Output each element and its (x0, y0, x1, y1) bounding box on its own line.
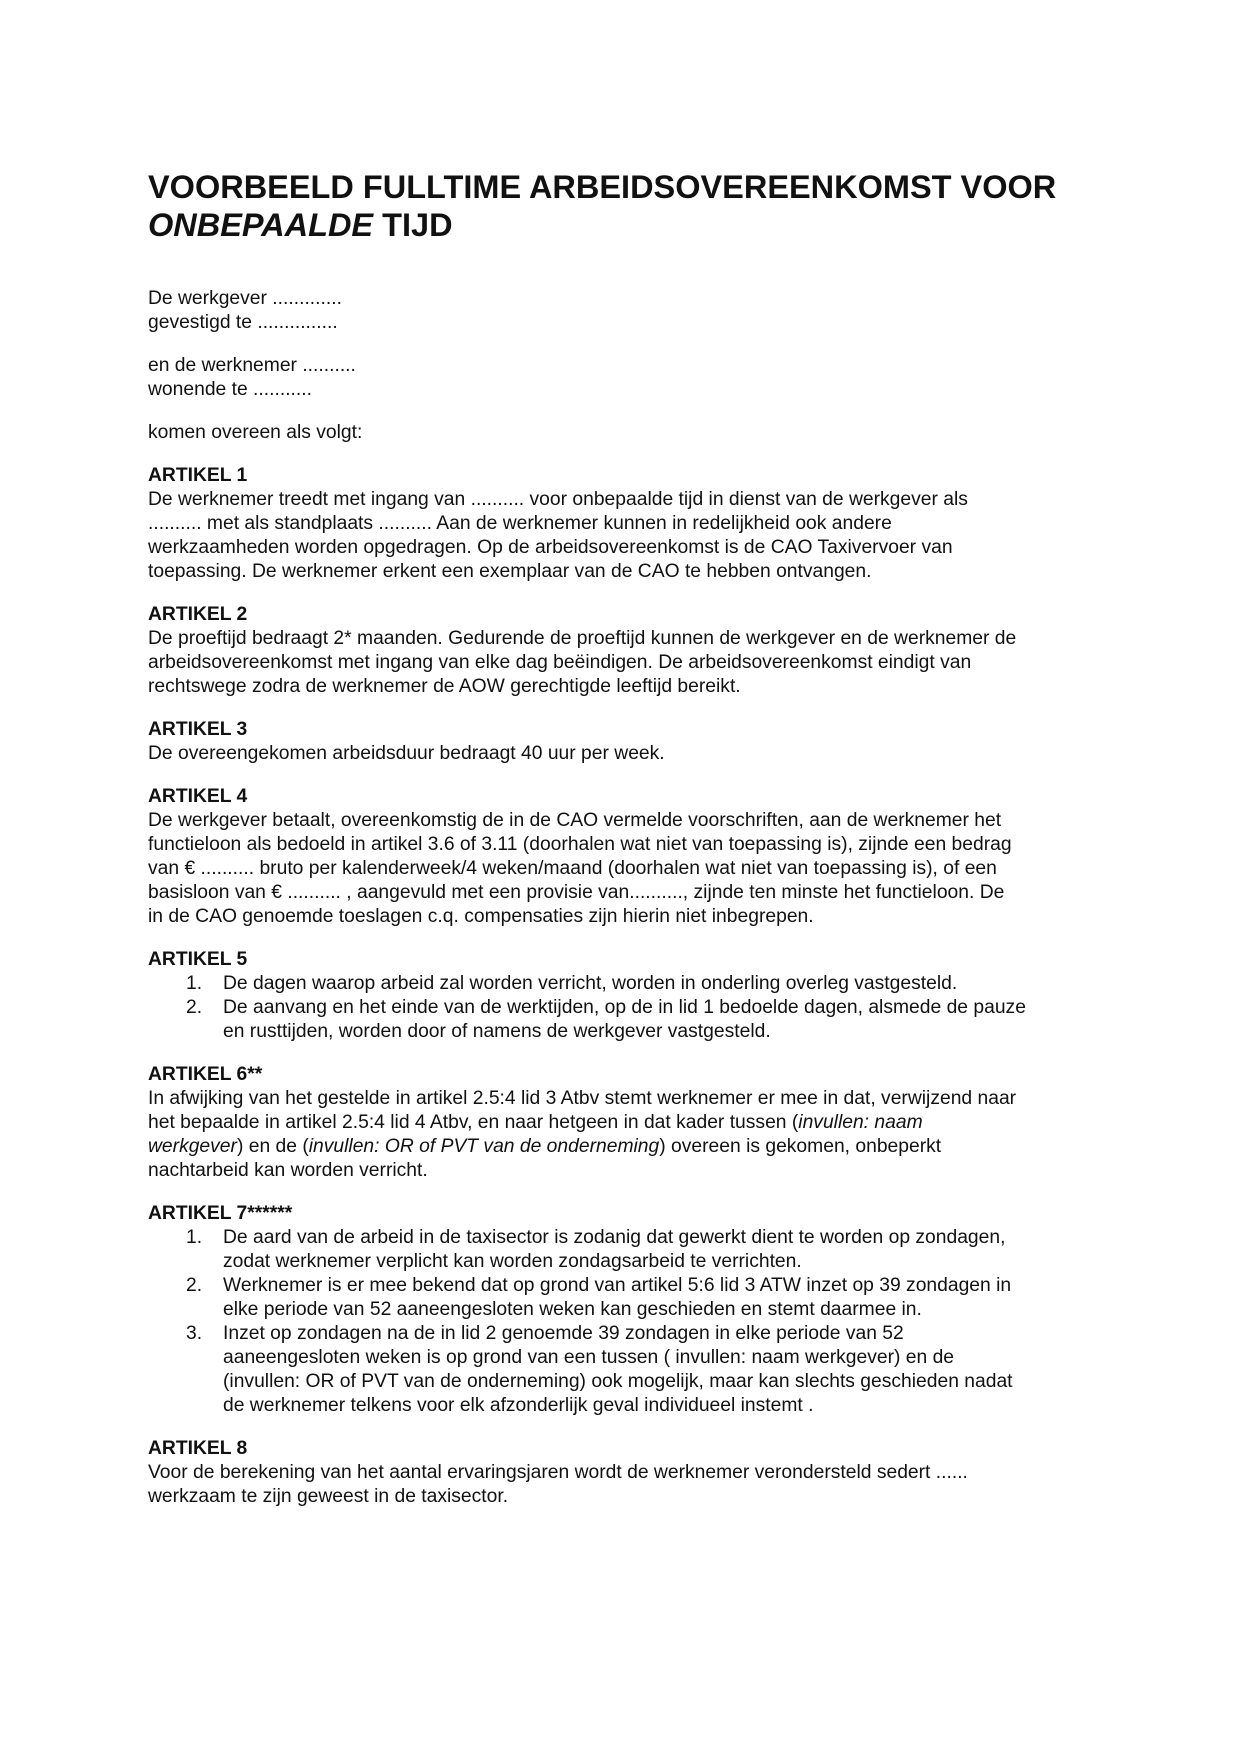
text-run-italic: werkgever (148, 1136, 237, 1157)
list-line: De dagen waarop arbeid zal worden verricht, worden in onderling overleg vastgesteld. (223, 973, 958, 994)
artikel-4-heading: ARTIKEL 4 (148, 786, 248, 807)
list-item (148, 996, 1103, 1044)
artikel-1-line: werkzaamheden worden opgedragen. Op de arbeidsovereenkomst is de CAO Taxivervoer van (148, 537, 953, 558)
list-line: en rusttijden, worden door of namens de werkgever vastgesteld. (223, 1021, 771, 1042)
list-line: aaneengesloten weken is op grond van een tussen ( invullen: naam werkgever) en de (223, 1347, 955, 1368)
artikel-4-line: in de CAO genoemde toeslagen c.q. compensaties zijn hierin niet inbegrepen. (148, 906, 814, 927)
artikel-4-body (148, 809, 1103, 929)
list-line: de werknemer telkens voor elk afzonderlijk geval individueel instemt . (223, 1395, 814, 1416)
artikel-2-body (148, 627, 1103, 699)
list-line: zodat werknemer verplicht kan worden zondagsarbeid te verrichten. (223, 1251, 802, 1272)
artikel-6-body (148, 1087, 1103, 1183)
artikel-6-line: nachtarbeid kan worden verricht. (148, 1160, 428, 1181)
list-number: 1. (186, 973, 203, 994)
artikel-2-heading: ARTIKEL 2 (148, 604, 248, 625)
artikel-6-heading: ARTIKEL 6** (148, 1064, 263, 1085)
werkgever-line: De werkgever ............. (148, 288, 342, 309)
artikel-2-line: rechtswege zodra de werknemer de AOW gerechtigde leeftijd bereikt. (148, 676, 741, 697)
artikel-8-line: werkzaam te zijn geweest in de taxisector. (148, 1486, 509, 1507)
artikel-6-line (148, 1135, 1103, 1159)
artikel-8-body (148, 1461, 1103, 1509)
artikel-3-line: De overeengekomen arbeidsduur bedraagt 40 uur per week. (148, 743, 665, 764)
list-number: 2. (186, 997, 203, 1018)
list-item (148, 972, 1103, 996)
artikel-1-line: De werknemer treedt met ingang van .......... voor onbepaalde tijd in dienst van de werkgever als (148, 489, 968, 510)
list-item (148, 1226, 1103, 1274)
artikel-4-line: functieloon als bedoeld in artikel 3.6 of 3.11 (doorhalen wat niet van toepassing is), zijnde een bedrag (148, 834, 1012, 855)
document-title (148, 168, 1103, 244)
artikel-5-list (148, 972, 1103, 1044)
artikel-2-line: De proeftijd bedraagt 2* maanden. Gedurende de proeftijd kunnen de werkgever en de werknemer de (148, 628, 1017, 649)
artikel-8-line: Voor de berekening van het aantal ervaringsjaren wordt de werknemer verondersteld sedert ...... (148, 1462, 968, 1483)
title-italic: ONBEPAALDE (148, 207, 374, 243)
title-line-2 (148, 206, 1103, 244)
artikel-7-list (148, 1226, 1103, 1418)
list-line: (invullen: OR of PVT van de onderneming) ook mogelijk, maar kan slechts geschieden nadat (223, 1371, 1013, 1392)
werknemer-line: en de werknemer .......... (148, 355, 356, 376)
list-item (148, 1322, 1103, 1418)
text-run-italic: invullen: OR of PVT van de onderneming (308, 1136, 660, 1157)
gevestigd-line: gevestigd te ............... (148, 312, 338, 333)
list-number: 3. (186, 1323, 203, 1344)
list-line: De aanvang en het einde van de werktijden, op de in lid 1 bedoelde dagen, alsmede de pauze (223, 997, 1026, 1018)
title-rest: TIJD (373, 207, 453, 243)
list-number: 2. (186, 1275, 203, 1296)
list-line: Werknemer is er mee bekend dat op grond van artikel 5:6 lid 3 ATW inzet op 39 zondagen in (223, 1275, 1012, 1296)
text-run-italic: invullen: naam (798, 1112, 923, 1133)
artikel-8-heading: ARTIKEL 8 (148, 1438, 248, 1459)
artikel-6-line: In afwijking van het gestelde in artikel 2.5:4 lid 3 Atbv stemt werknemer er mee in dat, verwijzend naar (148, 1088, 1017, 1109)
text-run: ) en de ( (236, 1136, 309, 1157)
artikel-1-line: .......... met als standplaats .......... Aan de werknemer kunnen in redelijkheid ook andere (148, 513, 892, 534)
list-item (148, 1274, 1103, 1322)
artikel-1-body (148, 488, 1103, 584)
wonende-line: wonende te ........... (148, 379, 312, 400)
artikel-1-heading: ARTIKEL 1 (148, 465, 248, 486)
list-number: 1. (186, 1227, 203, 1248)
artikel-4-line: De werkgever betaalt, overeenkomstig de in de CAO vermelde voorschriften, aan de werknemer het (148, 810, 1002, 831)
artikel-7-heading: ARTIKEL 7****** (148, 1203, 293, 1224)
artikel-5-heading: ARTIKEL 5 (148, 949, 248, 970)
artikel-1-line: toepassing. De werknemer erkent een exemplaar van de CAO te hebben ontvangen. (148, 561, 872, 582)
artikel-2-line: arbeidsovereenkomst met ingang van elke dag beëindigen. De arbeidsovereenkomst eindigt van (148, 652, 972, 673)
title-line-1: VOORBEELD FULLTIME ARBEIDSOVEREENKOMST VOOR (148, 169, 1057, 205)
artikel-3-heading: ARTIKEL 3 (148, 719, 248, 740)
list-line: De aard van de arbeid in de taxisector is zodanig dat gewerkt dient te worden op zondagen, (223, 1227, 1006, 1248)
text-run: het bepaalde in artikel 2.5:4 lid 4 Atbv, en naar hetgeen in dat kader tussen ( (148, 1112, 799, 1133)
list-line: Inzet op zondagen na de in lid 2 genoemde 39 zondagen in elke periode van 52 (223, 1323, 904, 1344)
komen-line: komen overeen als volgt: (148, 422, 363, 443)
artikel-4-line: van € .......... bruto per kalenderweek/4 weken/maand (doorhalen wat niet van toepassing is), of een (148, 858, 997, 879)
artikel-6-line (148, 1111, 1103, 1135)
document-content (148, 168, 1103, 1509)
text-run: ) overeen is gekomen, onbeperkt (659, 1136, 942, 1157)
artikel-4-line: basisloon van € .......... , aangevuld met een provisie van.........., zijnde ten minste het functieloon. De (148, 882, 1005, 903)
list-line: elke periode van 52 aaneengesloten weken kan geschieden en stemt daarmee in. (223, 1299, 922, 1320)
